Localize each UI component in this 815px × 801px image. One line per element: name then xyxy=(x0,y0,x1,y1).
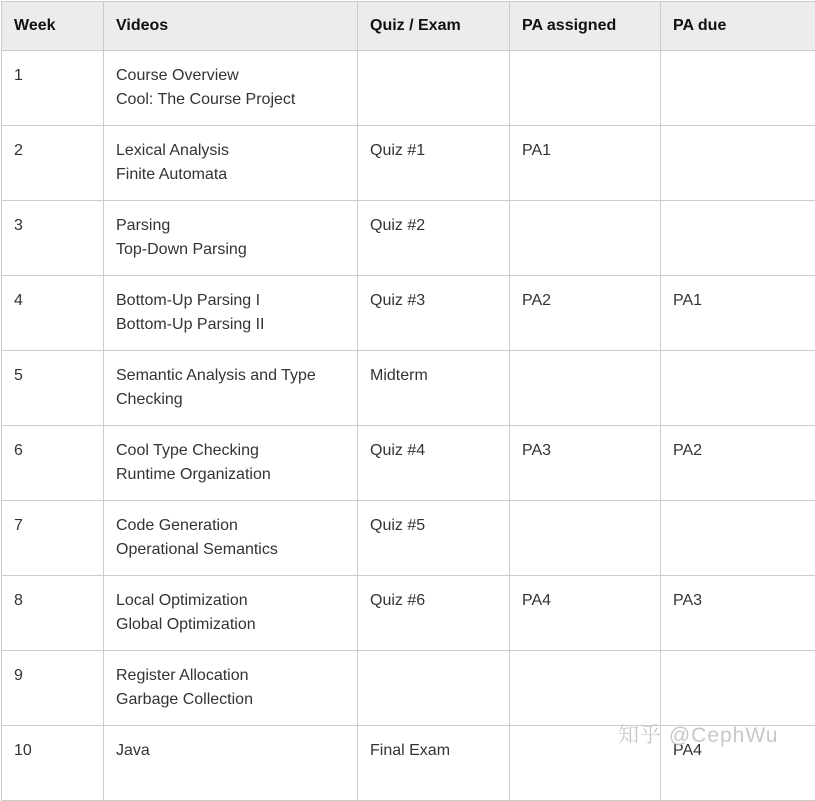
video-title-line: Top-Down Parsing xyxy=(116,238,345,262)
quiz-exam-cell: Final Exam xyxy=(358,726,510,801)
videos-cell xyxy=(104,51,358,126)
pa-assigned-cell: PA4 xyxy=(510,576,661,651)
videos-cell xyxy=(104,126,358,201)
videos-cell xyxy=(104,351,358,426)
week-cell: 3 xyxy=(2,201,104,276)
video-title-line: Cool: The Course Project xyxy=(116,88,345,112)
pa-assigned-cell: PA2 xyxy=(510,276,661,351)
videos-cell xyxy=(104,726,358,801)
video-title-line: Bottom-Up Parsing II xyxy=(116,313,345,337)
videos-cell xyxy=(104,576,358,651)
week-cell: 8 xyxy=(2,576,104,651)
table-row xyxy=(2,426,815,501)
video-title-line: Runtime Organization xyxy=(116,463,345,487)
table-row xyxy=(2,501,815,576)
col-header-pa-assigned: PA assigned xyxy=(510,2,661,51)
quiz-exam-cell: Quiz #6 xyxy=(358,576,510,651)
pa-assigned-cell: PA1 xyxy=(510,126,661,201)
pa-assigned-cell xyxy=(510,726,661,801)
video-title-line: Bottom-Up Parsing I xyxy=(116,289,345,313)
header-row xyxy=(2,2,815,51)
pa-assigned-cell xyxy=(510,51,661,126)
table-row xyxy=(2,201,815,276)
table-row xyxy=(2,51,815,126)
video-title-line: Garbage Collection xyxy=(116,688,345,712)
week-cell: 5 xyxy=(2,351,104,426)
video-title-line: Course Overview xyxy=(116,64,345,88)
table-row xyxy=(2,351,815,426)
week-cell: 7 xyxy=(2,501,104,576)
videos-cell xyxy=(104,276,358,351)
pa-due-cell xyxy=(661,351,815,426)
video-title-line: Register Allocation xyxy=(116,664,345,688)
pa-due-cell xyxy=(661,501,815,576)
pa-due-cell xyxy=(661,126,815,201)
table-row xyxy=(2,576,815,651)
col-header-quiz-exam: Quiz / Exam xyxy=(358,2,510,51)
week-cell: 1 xyxy=(2,51,104,126)
table-row xyxy=(2,726,815,801)
video-title-line: Operational Semantics xyxy=(116,538,345,562)
watermark: 知乎 @CephWu xyxy=(618,724,778,748)
week-cell: 10 xyxy=(2,726,104,801)
pa-assigned-cell xyxy=(510,351,661,426)
video-title-line: Lexical Analysis xyxy=(116,139,345,163)
table-row xyxy=(2,651,815,726)
video-title-line: Semantic Analysis and Type Checking xyxy=(116,364,345,412)
video-title-line: Cool Type Checking xyxy=(116,439,345,463)
col-header-videos: Videos xyxy=(104,2,358,51)
pa-due-cell: PA4 xyxy=(661,726,815,801)
video-title-line: Java xyxy=(116,739,345,763)
quiz-exam-cell: Quiz #5 xyxy=(358,501,510,576)
table-row xyxy=(2,276,815,351)
video-title-line: Global Optimization xyxy=(116,613,345,637)
pa-assigned-cell xyxy=(510,501,661,576)
video-title-line: Code Generation xyxy=(116,514,345,538)
table-row xyxy=(2,126,815,201)
pa-due-cell xyxy=(661,651,815,726)
videos-cell xyxy=(104,651,358,726)
week-cell: 9 xyxy=(2,651,104,726)
video-title-line: Finite Automata xyxy=(116,163,345,187)
pa-due-cell xyxy=(661,51,815,126)
course-schedule-table xyxy=(1,1,815,801)
videos-cell xyxy=(104,201,358,276)
pa-due-cell: PA1 xyxy=(661,276,815,351)
quiz-exam-cell: Midterm xyxy=(358,351,510,426)
pa-assigned-cell xyxy=(510,651,661,726)
pa-due-cell xyxy=(661,201,815,276)
pa-assigned-cell xyxy=(510,201,661,276)
col-header-pa-due: PA due xyxy=(661,2,815,51)
pa-assigned-cell: PA3 xyxy=(510,426,661,501)
quiz-exam-cell: Quiz #2 xyxy=(358,201,510,276)
videos-cell xyxy=(104,501,358,576)
pa-due-cell: PA2 xyxy=(661,426,815,501)
video-title-line: Local Optimization xyxy=(116,589,345,613)
quiz-exam-cell xyxy=(358,651,510,726)
week-cell: 4 xyxy=(2,276,104,351)
quiz-exam-cell: Quiz #4 xyxy=(358,426,510,501)
videos-cell xyxy=(104,426,358,501)
week-cell: 6 xyxy=(2,426,104,501)
quiz-exam-cell: Quiz #3 xyxy=(358,276,510,351)
quiz-exam-cell: Quiz #1 xyxy=(358,126,510,201)
pa-due-cell: PA3 xyxy=(661,576,815,651)
video-title-line: Parsing xyxy=(116,214,345,238)
col-header-week: Week xyxy=(2,2,104,51)
quiz-exam-cell xyxy=(358,51,510,126)
week-cell: 2 xyxy=(2,126,104,201)
